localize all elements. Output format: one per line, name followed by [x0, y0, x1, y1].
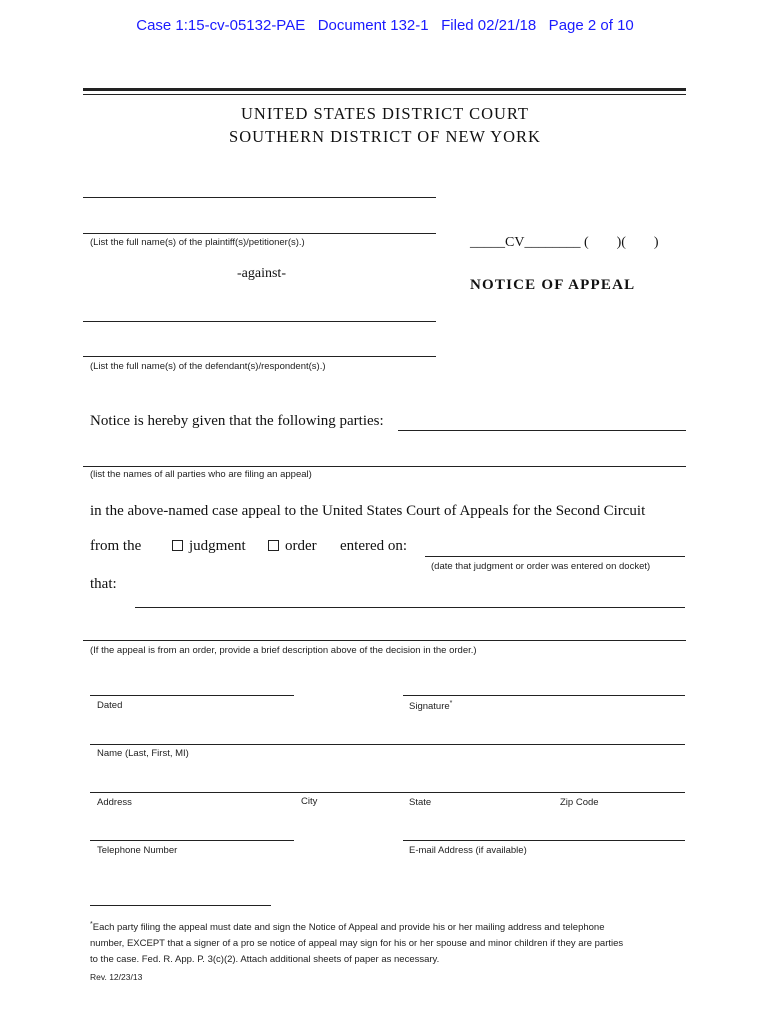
- dated-label: Dated: [97, 700, 123, 711]
- order-label: order: [285, 538, 317, 554]
- defendant-name-line-1[interactable]: [83, 321, 436, 322]
- city-label: City: [301, 796, 318, 807]
- telephone-label: Telephone Number: [97, 845, 178, 856]
- appeal-statement: in the above-named case appeal to the United States Court of Appeals for the Second Circuit: [90, 503, 646, 519]
- email-label: E-mail Address (if available): [409, 845, 527, 856]
- order-checkbox[interactable]: [268, 540, 279, 551]
- defendant-name-line-2[interactable]: [83, 356, 436, 357]
- address-label: Address: [97, 797, 132, 808]
- date-instruction: (date that judgment or order was entered on docket): [431, 561, 651, 572]
- entered-on-label: entered on:: [340, 538, 408, 554]
- parties-line-1[interactable]: [398, 430, 686, 431]
- signature-label: Signature*: [409, 700, 453, 713]
- email-line[interactable]: [403, 840, 685, 841]
- order-option[interactable]: [268, 538, 317, 555]
- plaintiff-name-line-1[interactable]: [83, 197, 436, 198]
- filing-stamp: Case 1:15-cv-05132-PAE Document 132-1 Filed 02/21/18 Page 2 of 10: [136, 17, 634, 34]
- from-the-label: from the: [90, 538, 142, 554]
- footnote-rule: [90, 905, 271, 906]
- footnote-line-2: number, EXCEPT that a signer of a pro se notice of appeal may sign for his or her spouse and minor children if they are parties: [90, 938, 624, 950]
- date-entered-line[interactable]: [425, 556, 685, 557]
- notice-intro: Notice is hereby given that the following parties:: [90, 413, 384, 429]
- footnote-text: [90, 917, 690, 968]
- parties-instruction: (list the names of all parties who are filing an appeal): [90, 469, 312, 480]
- dated-line[interactable]: [90, 695, 294, 696]
- footnote-line-3: to the case. Fed. R. App. P. 3(c)(2). Attach additional sheets of paper as necessary.: [90, 954, 440, 966]
- zip-code-label: Zip Code: [560, 797, 599, 808]
- order-instruction: (If the appeal is from an order, provide a brief description above of the decision in the order.): [90, 645, 477, 656]
- court-name: UNITED STATES DISTRICT COURT: [240, 104, 529, 123]
- that-label: that:: [90, 576, 117, 592]
- court-district: SOUTHERN DISTRICT OF NEW YORK: [229, 127, 541, 146]
- address-line[interactable]: [90, 792, 685, 793]
- signature-line[interactable]: [403, 695, 685, 696]
- state-label: State: [409, 797, 432, 808]
- against-label: -against-: [237, 266, 286, 281]
- revision-date: Rev. 12/23/13: [90, 972, 143, 982]
- telephone-line[interactable]: [90, 840, 294, 841]
- plaintiff-name-line-2[interactable]: [83, 233, 436, 234]
- case-number-field[interactable]: _____CV________ ( )( ): [470, 235, 659, 250]
- parties-line-2[interactable]: [83, 466, 686, 467]
- footnote-line-1: Each party filing the appeal must date and sign the Notice of Appeal and provide his or her mailing address and telephone: [92, 922, 605, 934]
- order-description-line-1[interactable]: [135, 607, 685, 608]
- order-description-line-2[interactable]: [83, 640, 686, 641]
- plaintiff-instruction: (List the full name(s) of the plaintiff(s)/petitioner(s).): [90, 237, 305, 248]
- defendant-instruction: (List the full name(s) of the defendant(s)/respondent(s).): [90, 361, 326, 372]
- name-line[interactable]: [90, 744, 685, 745]
- judgment-option[interactable]: [172, 538, 246, 555]
- judgment-checkbox[interactable]: [172, 540, 183, 551]
- document-title: NOTICE OF APPEAL: [470, 277, 636, 293]
- signature-footnote-mark: *: [449, 700, 453, 707]
- judgment-label: judgment: [189, 538, 246, 554]
- footnote-mark: *: [90, 921, 93, 928]
- name-label: Name (Last, First, MI): [97, 748, 189, 759]
